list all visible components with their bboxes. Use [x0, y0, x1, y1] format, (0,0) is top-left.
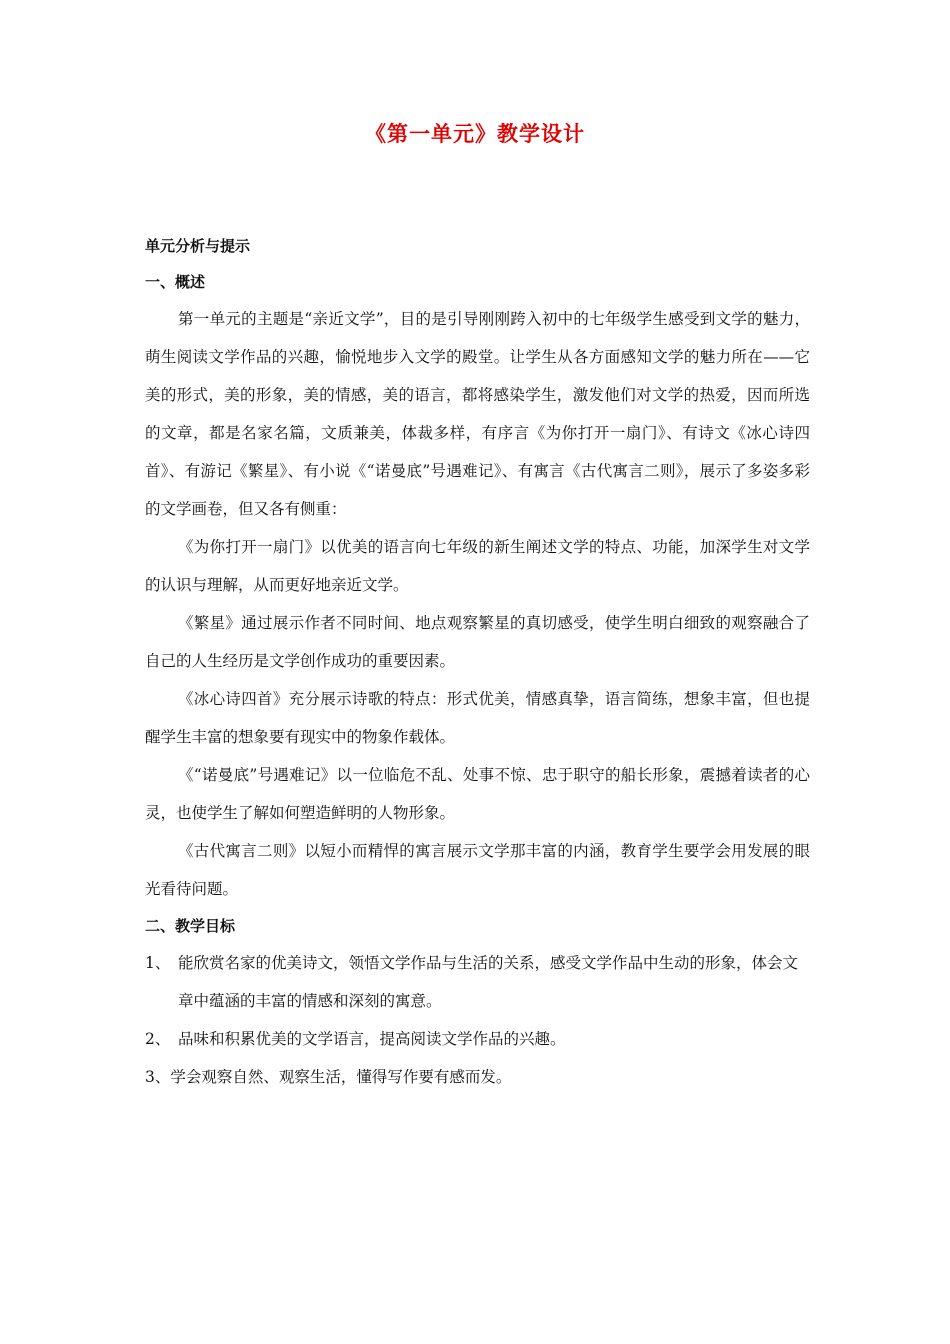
overview-paragraph: 《冰心诗四首》充分展示诗歌的特点：形式优美，情感真挚，语言简练，想象丰富，但也提醒学生丰富的想象要有现实中的物象作载体。 — [145, 690, 810, 746]
overview-paragraph: 《“诺曼底”号遇难记》以一位临危不乱、处事不惊、忠于职守的船长形象，震撼着读者的心灵，也使学生了解如何塑造鲜明的人物形象。 — [145, 766, 810, 822]
objective-item: 3、学会观察自然、观察生活，懂得写作要有感而发。 — [145, 1068, 512, 1086]
objective-text: 品味和积累优美的文学语言，提高阅读文学作品的兴趣。 — [178, 1030, 566, 1048]
document-body — [145, 228, 810, 1096]
objective-item — [145, 1020, 810, 1058]
overview-heading: 一、概述 — [145, 273, 206, 291]
overview-paragraph: 《繁星》通过展示作者不同时间、地点观察繁星的真切感受，使学生明白细致的观察融合了自己的人生经历是文学创作成功的重要因素。 — [145, 614, 810, 670]
overview-paragraph: 第一单元的主题是“亲近文学”，目的是引导刚刚跨入初中的七年级学生感受到文学的魅力，萌生阅读文学作品的兴趣，愉悦地步入文学的殿堂。让学生从各方面感知文学的魅力所在——它美的形式，美的形象，美的情感，美的语言，都将感染学生，激发他们对文学的热爱，因而所选的文章，都是名家名篇，文质兼美，体裁多样，有序言《为你打开一扇门》、有诗文《冰心诗四首》、有游记《繁星》、有小说《“诺曼底”号遇难记》、有寓言《古代寓言二则》，展示了多姿多彩的文学画卷，但又各有侧重： — [145, 310, 810, 518]
objective-item — [145, 944, 810, 1020]
objective-number: 2、 — [145, 1030, 171, 1048]
document-title: 《第一单元》教学设计 — [365, 122, 585, 146]
objectives-heading: 二、教学目标 — [145, 917, 236, 935]
section-heading: 单元分析与提示 — [145, 237, 251, 255]
objective-text: 能欣赏名家的优美诗文，领悟文学作品与生活的关系，感受文学作品中生动的形象，体会文章中蕴涵的丰富的情感和深刻的寓意。 — [178, 954, 799, 1010]
overview-paragraph: 《为你打开一扇门》以优美的语言向七年级的新生阐述文学的特点、功能，加深学生对文学的认识与理解，从而更好地亲近文学。 — [145, 538, 810, 594]
overview-paragraph: 《古代寓言二则》以短小而精悍的寓言展示文学那丰富的内涵，教育学生要学会用发展的眼光看待问题。 — [145, 842, 810, 898]
objective-number: 1、 — [145, 954, 171, 972]
